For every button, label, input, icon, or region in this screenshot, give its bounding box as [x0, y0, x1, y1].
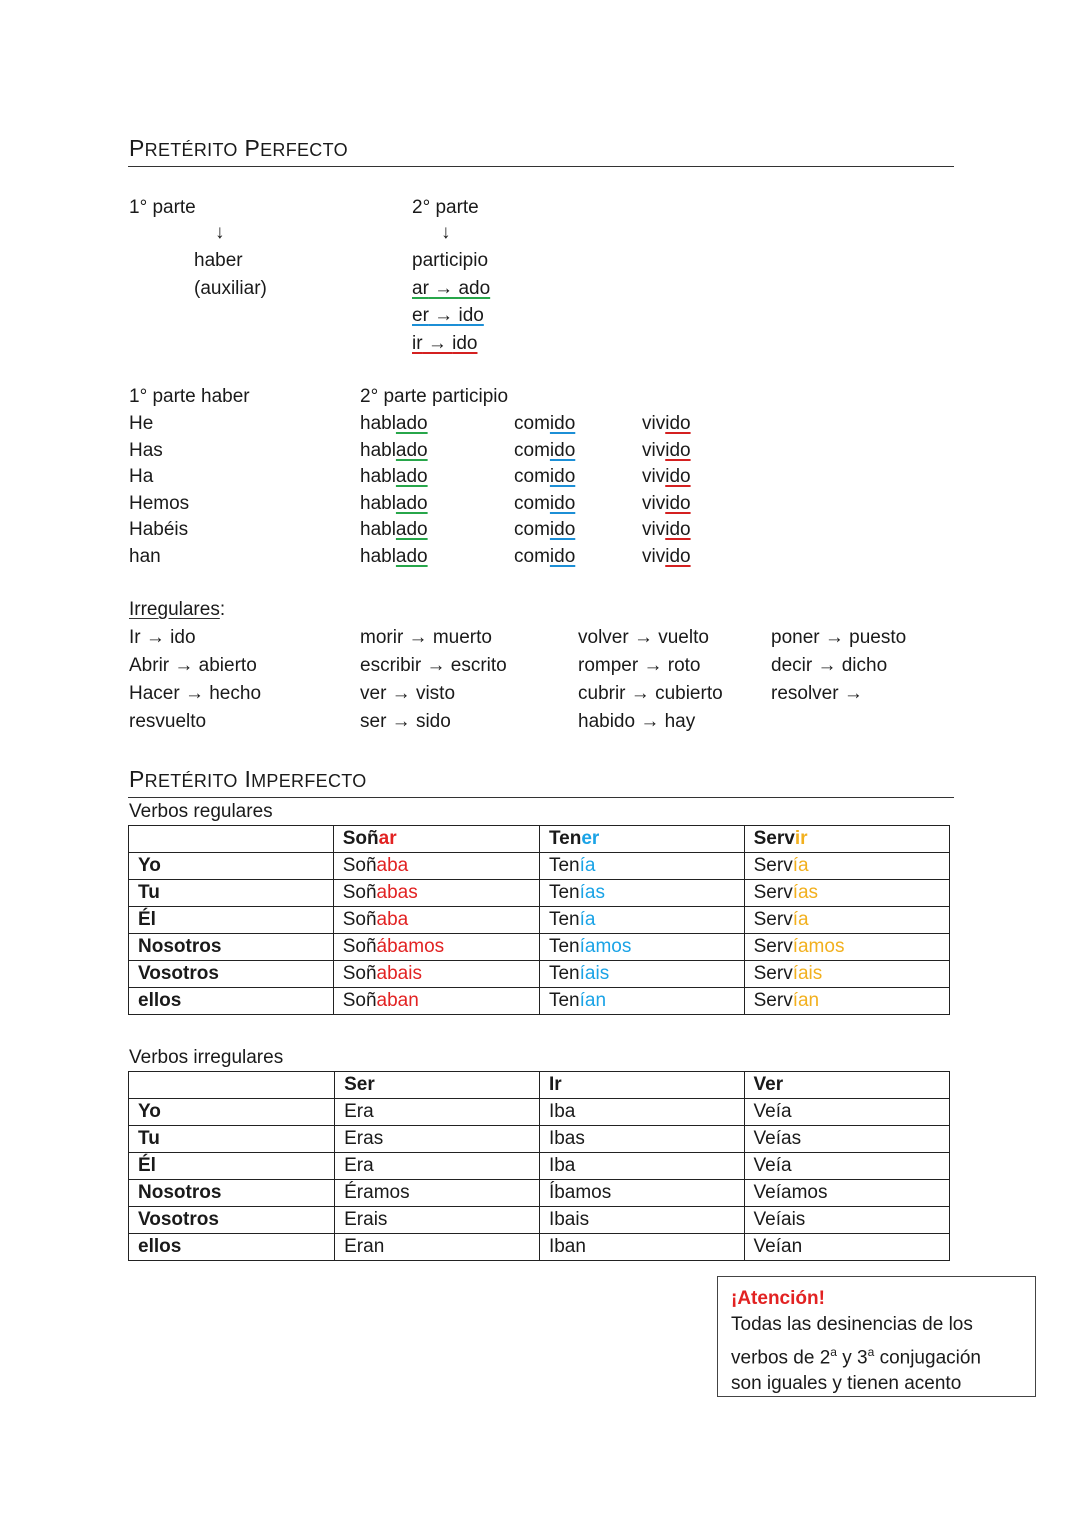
table-row [129, 1234, 950, 1261]
table-row [129, 1180, 950, 1207]
pronoun-cell: Él [129, 907, 334, 934]
irregulares-table [128, 1071, 950, 1261]
pronoun-cell: Él [129, 1153, 335, 1180]
conjugation-cell: Eras [335, 1126, 540, 1153]
conjugation-cell: Teníais [539, 961, 744, 988]
conjugation-cell: Eran [335, 1234, 540, 1261]
table-row [129, 1207, 950, 1234]
pronoun-cell: ellos [129, 1234, 335, 1261]
haber-form: Has [129, 439, 163, 461]
table-row [129, 1099, 950, 1126]
pronoun-cell: Vosotros [129, 1207, 335, 1234]
conjugation-cell: Servíamos [744, 934, 949, 961]
participio-vivir: vivido [642, 492, 691, 514]
regulares-table [128, 825, 950, 1015]
part2-label: 2° parte [412, 197, 479, 218]
participio-hablar: hablado [360, 492, 428, 514]
pronoun-cell: Nosotros [129, 934, 334, 961]
irregular-item: escribir → escrito [360, 655, 507, 676]
haber-form: Hemos [129, 492, 190, 514]
irregular-item: poner → puesto [771, 627, 907, 648]
table-cell [129, 826, 334, 853]
irregular-item: ver → visto [360, 683, 456, 704]
irregular-item: habido → hay [578, 711, 696, 732]
conjugation-cell: Servía [744, 853, 949, 880]
participio-comer: comido [514, 492, 576, 514]
down-arrow-icon: ↓ [441, 222, 451, 243]
regulares-label: Verbos regulares [129, 801, 273, 822]
pronoun-cell: Tu [129, 880, 334, 907]
irregular-item: Hacer → hecho [129, 683, 262, 704]
conjugation-cell: Soñabas [333, 880, 539, 907]
haber-form: Ha [129, 466, 154, 487]
part1-label: 1° parte [129, 197, 196, 218]
haber-form: Habéis [129, 519, 189, 540]
participio-comer: comido [514, 519, 576, 540]
irregulares-label: Irregulares: [129, 599, 226, 620]
participio-vivir: vivido [642, 545, 691, 567]
section-divider [128, 797, 954, 798]
irregular-item: decir → dicho [771, 655, 888, 676]
conjugation-cell: Veíais [744, 1207, 949, 1234]
note-title: ¡Atención! [731, 1288, 825, 1309]
conjugation-cell: Soñaba [333, 907, 539, 934]
pronoun-cell: Tu [129, 1126, 335, 1153]
participio-comer: comido [514, 413, 576, 434]
participio-vivir: vivido [642, 439, 691, 461]
conjugation-cell: Soñabais [333, 961, 539, 988]
haber-header: 1° parte haber [129, 386, 250, 407]
conjugation-cell: Veía [744, 1099, 949, 1126]
conjugation-cell: Soñaba [333, 853, 539, 880]
irregular-item: ser → sido [360, 711, 451, 732]
table-row [129, 961, 950, 988]
verb-header: Servir [744, 826, 949, 853]
conjugation-cell: Ibas [539, 1126, 744, 1153]
irregular-item: volver → vuelto [578, 627, 709, 648]
verb-header: Ir [539, 1072, 744, 1099]
pronoun-cell: Nosotros [129, 1180, 335, 1207]
section-title-imperfecto: PRETÉRITO IMPERFECTO [129, 766, 367, 792]
conjugation-cell: Servían [744, 988, 949, 1015]
conjugation-cell: Tenías [539, 880, 744, 907]
irregular-item: resolver → [771, 683, 863, 704]
pronoun-cell: Vosotros [129, 961, 334, 988]
irregular-item: romper → roto [578, 655, 701, 676]
note-line: verbos de 2$^a$ y 3$^a$ conjugación [731, 1344, 981, 1368]
conjugation-cell: Éramos [335, 1180, 540, 1207]
attention-note [717, 1276, 1036, 1397]
conjugation-cell: Teníamos [539, 934, 744, 961]
conjugation-cell: Iba [539, 1099, 744, 1126]
haber-form: He [129, 413, 154, 434]
table-row [129, 934, 950, 961]
conjugation-cell: Tenía [539, 907, 744, 934]
conjugation-cell: Íbamos [539, 1180, 744, 1207]
pronoun-cell: ellos [129, 988, 334, 1015]
participio-vivir: vivido [642, 466, 691, 487]
verb-header: Ser [335, 1072, 540, 1099]
verb-header: Soñar [333, 826, 539, 853]
conjugation-cell: Veías [744, 1126, 949, 1153]
down-arrow-icon: ↓ [215, 222, 225, 243]
conjugation-cell: Era [335, 1153, 540, 1180]
table-cell [129, 1072, 335, 1099]
table-header-row [129, 1072, 950, 1099]
participio-hablar: hablado [360, 519, 428, 540]
verb-header: Tener [539, 826, 744, 853]
irregular-item: cubrir → cubierto [578, 683, 723, 704]
table-row [129, 988, 950, 1015]
table-header-row [129, 826, 950, 853]
irregular-item: Ir → ido [129, 627, 196, 648]
rule-er: er → ido [412, 305, 484, 326]
conjugation-cell: Soñábamos [333, 934, 539, 961]
irregular-item: resvuelto [129, 711, 207, 732]
participio-hablar: hablado [360, 413, 428, 434]
conjugation-cell: Iban [539, 1234, 744, 1261]
conjugation-cell: Servíais [744, 961, 949, 988]
conjugation-cell: Servías [744, 880, 949, 907]
irregulares-table-label: Verbos irregulares [129, 1047, 284, 1068]
conjugation-cell: Era [335, 1099, 540, 1126]
section-title-perfecto: PRETÉRITO PERFECTO [129, 135, 348, 161]
conjugation-cell: Soñaban [333, 988, 539, 1015]
conjugation-cell: Veían [744, 1234, 949, 1261]
conjugation-cell: Tenían [539, 988, 744, 1015]
note-line: Todas las desinencias de los [731, 1314, 973, 1335]
conjugation-cell: Iba [539, 1153, 744, 1180]
conjugation-cell: Tenía [539, 853, 744, 880]
conjugation-cell: Ibais [539, 1207, 744, 1234]
note-line: son iguales y tienen acento [731, 1373, 962, 1395]
conjugation-cell: Erais [335, 1207, 540, 1234]
part1-note: (auxiliar) [194, 278, 267, 299]
pronoun-cell: Yo [129, 1099, 335, 1126]
participio-comer: comido [514, 545, 576, 567]
participio-hablar: hablado [360, 545, 428, 567]
participio-hablar: hablado [360, 466, 428, 487]
participio-header: 2° parte participio [360, 386, 509, 407]
conjugation-cell: Veía [744, 1153, 949, 1180]
participio-comer: comido [514, 439, 576, 461]
participio-comer: comido [514, 466, 576, 487]
haber-form: han [129, 545, 161, 567]
participio-vivir: vivido [642, 519, 691, 540]
table-row [129, 907, 950, 934]
rule-ir: ir → ido [412, 333, 478, 354]
irregular-item: morir → muerto [360, 627, 492, 648]
part2-word: participio [412, 250, 489, 271]
irregular-item: Abrir → abierto [129, 655, 257, 676]
table-row [129, 1126, 950, 1153]
table-row [129, 853, 950, 880]
table-row [129, 880, 950, 907]
pronoun-cell: Yo [129, 853, 334, 880]
rule-ar: ar → ado [412, 278, 491, 299]
participio-hablar: hablado [360, 439, 428, 461]
verb-header: Ver [744, 1072, 949, 1099]
participio-vivir: vivido [642, 413, 691, 434]
conjugation-cell: Veíamos [744, 1180, 949, 1207]
conjugation-cell: Servía [744, 907, 949, 934]
section-divider [128, 166, 954, 167]
table-row [129, 1153, 950, 1180]
part1-word: haber [194, 250, 243, 271]
